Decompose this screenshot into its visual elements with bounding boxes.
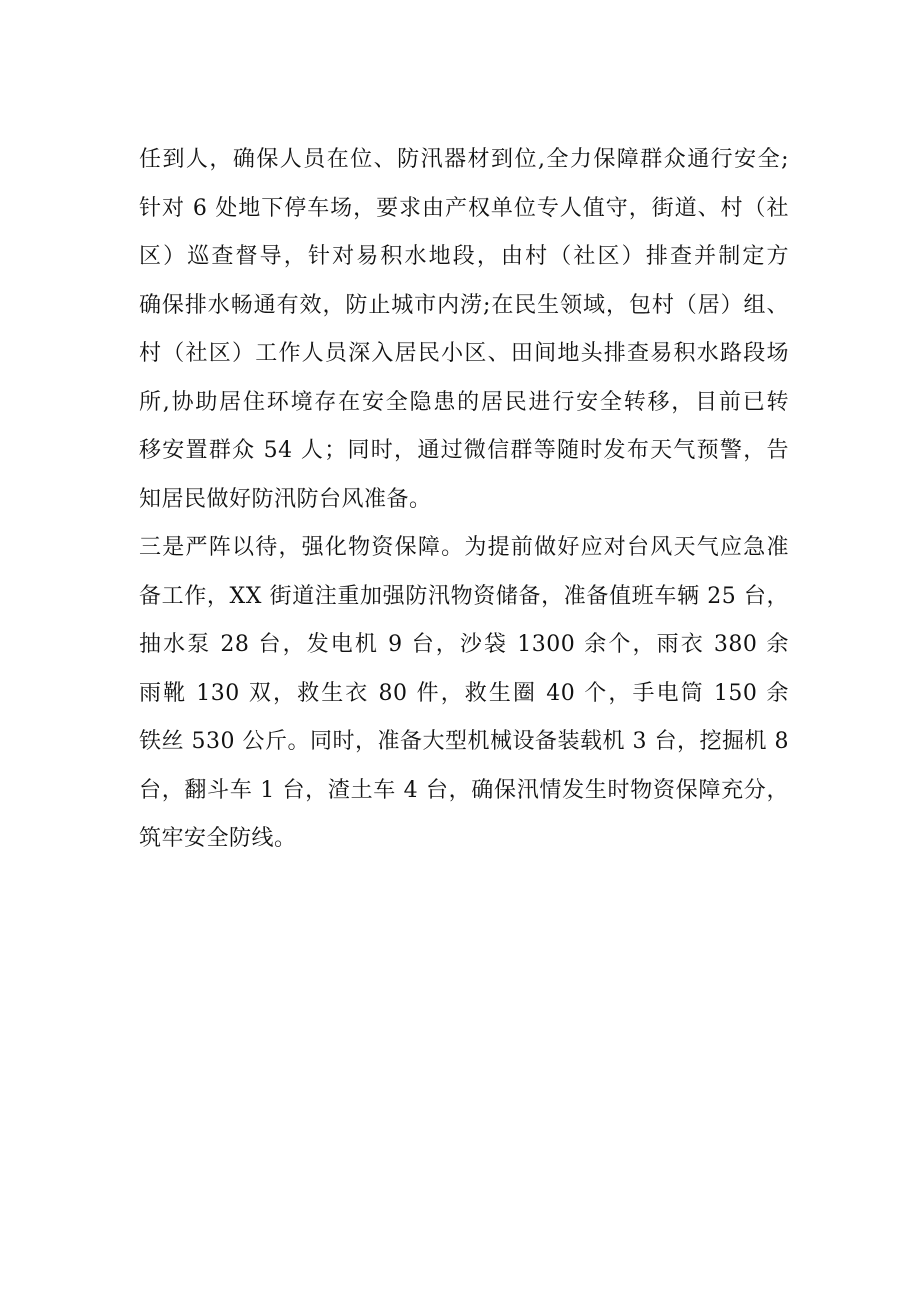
text-line-9: 三是严阵以待，强化物资保障。为提前做好应对台风天气应急准 (139, 535, 789, 560)
text-line-7: 移安置群众 54 人；同时，通过微信群等随时发布天气预警，告 (139, 438, 789, 463)
text-line-10: 备工作，XX 街道注重加强防汛物资储备，准备值班车辆 25 台， (139, 583, 789, 609)
text-line-1: 任到人，确保人员在位、防汛器材到位,全力保障群众通行安全; (139, 147, 789, 172)
text-line-13: 铁丝 530 公斤。同时，准备大型机械设备装载机 3 台，挖掘机 8 (139, 729, 789, 754)
text-line-12: 雨靴 130 双，救生衣 80 件，救生圈 40 个，手电筒 150 余 (139, 680, 789, 706)
text-line-14: 台，翻斗车 1 台，渣土车 4 台，确保汛情发生时物资保障充分， (139, 777, 789, 803)
text-line-5: 村（社区）工作人员深入居民小区、田间地头排查易积水路段场 (139, 341, 789, 366)
text-line-6: 所,协助居住环境存在安全隐患的居民进行安全转移，目前已转 (139, 389, 789, 415)
text-line-2: 针对 6 处地下停车场，要求由产权单位专人值守，街道、村（社 (139, 195, 789, 221)
text-line-3: 区）巡查督导，针对易积水地段，由村（社区）排查并制定方 (139, 244, 789, 269)
text-line-8: 知居民做好防汛防台风准备。 (139, 486, 432, 512)
text-line-11: 抽水泵 28 台，发电机 9 台，沙袋 1300 余个，雨衣 380 余 (139, 632, 789, 657)
text-line-4: 确保排水畅通有效，防止城市内涝;在民生领域，包村（居）组、 (139, 292, 789, 318)
document-body (139, 136, 789, 864)
text-line-15: 筑牢安全防线。 (139, 826, 297, 851)
